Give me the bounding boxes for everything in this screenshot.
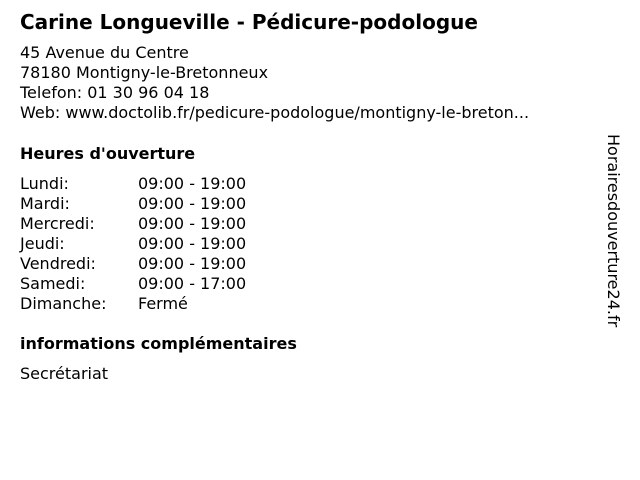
day-label: Mercredi: — [20, 214, 95, 233]
hours-heading: Heures d'ouverture — [20, 144, 196, 163]
hours-row-friday — [20, 254, 280, 274]
opening-hours-table — [20, 174, 280, 314]
hours-row-monday — [20, 174, 280, 194]
hours-row-saturday — [20, 274, 280, 294]
time-range: 09:00 - 19:00 — [138, 194, 247, 213]
phone-number: Telefon: 01 30 96 04 18 — [20, 83, 210, 102]
time-range: 09:00 - 19:00 — [138, 254, 247, 273]
day-label: Jeudi: — [20, 234, 65, 253]
time-range: Fermé — [138, 294, 188, 313]
address-line-street: 45 Avenue du Centre — [20, 43, 189, 62]
time-range: 09:00 - 17:00 — [138, 274, 247, 293]
day-label: Dimanche: — [20, 294, 107, 313]
business-name: Carine Longueville - Pédicure-podologue — [20, 10, 478, 34]
hours-row-wednesday — [20, 214, 280, 234]
hours-row-sunday — [20, 294, 280, 314]
day-label: Samedi: — [20, 274, 86, 293]
day-label: Mardi: — [20, 194, 70, 213]
website-link[interactable]: Web: www.doctolib.fr/pedicure-podologue/montigny-le-breton... — [20, 103, 530, 122]
additional-info-heading: informations complémentaires — [20, 334, 297, 353]
time-range: 09:00 - 19:00 — [138, 214, 247, 233]
hours-row-thursday — [20, 234, 280, 254]
site-watermark: Horairesdouverture24.fr — [604, 134, 623, 328]
day-label: Vendredi: — [20, 254, 96, 273]
hours-row-tuesday — [20, 194, 280, 214]
time-range: 09:00 - 19:00 — [138, 234, 247, 253]
time-range: 09:00 - 19:00 — [138, 174, 247, 193]
address-line-city: 78180 Montigny-le-Bretonneux — [20, 63, 269, 82]
contact-block — [20, 43, 529, 123]
additional-info-text: Secrétariat — [20, 364, 109, 383]
day-label: Lundi: — [20, 174, 69, 193]
